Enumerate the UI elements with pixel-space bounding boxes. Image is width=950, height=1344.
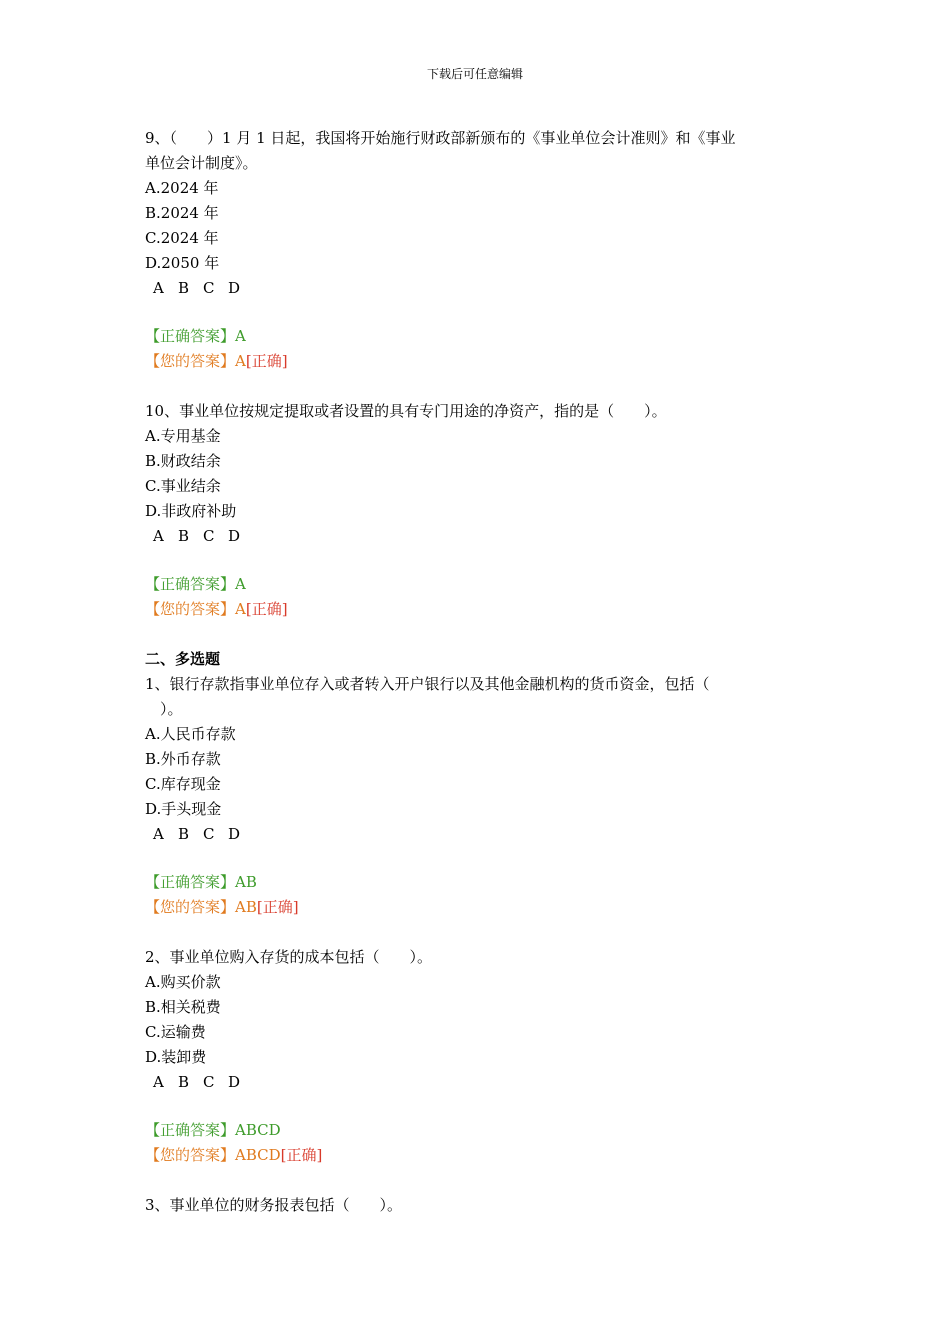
question-9 — [145, 126, 815, 374]
page-header: 下载后可任意编辑 — [426, 67, 523, 81]
choice-c[interactable]: C — [203, 1073, 215, 1091]
choice-a[interactable]: A — [153, 825, 164, 843]
correct-answer: 【正确答案】AB — [145, 873, 257, 891]
choice-a[interactable]: A — [153, 279, 164, 297]
option-a: A.人民币存款 — [145, 725, 236, 743]
correct-answer: 【正确答案】A — [145, 327, 246, 345]
choice-b[interactable]: B — [178, 527, 190, 545]
option-d: D.2050 年 — [145, 254, 220, 272]
choice-a[interactable]: A — [153, 1073, 164, 1091]
option-b: B.外币存款 — [145, 750, 221, 768]
multi-question-2 — [145, 945, 815, 1168]
choice-c[interactable]: C — [203, 279, 215, 297]
choice-d[interactable]: D — [228, 825, 241, 843]
option-c: C.事业结余 — [145, 477, 221, 495]
right-mark: [正确] — [245, 352, 288, 370]
option-a: A.专用基金 — [145, 427, 221, 445]
question-text: 2、事业单位购入存货的成本包括（ ）。 — [145, 948, 433, 966]
option-c: C.库存现金 — [145, 775, 221, 793]
question-10 — [145, 399, 815, 622]
question-text: 9、（ ）1 月 1 日起，我国将开始施行财政部新颁布的《事业单位会计准则》和《事业 — [145, 129, 736, 147]
choice-c[interactable]: C — [203, 825, 215, 843]
section-heading: 二、多选题 — [145, 650, 221, 668]
your-answer: 【您的答案】AB[正确] — [145, 898, 299, 916]
question-text: 10、事业单位按规定提取或者设置的具有专门用途的净资产，指的是（ ）。 — [145, 402, 667, 420]
choice-b[interactable]: B — [178, 279, 190, 297]
choice-row — [145, 1070, 815, 1095]
option-a: A.2024 年 — [145, 179, 219, 197]
question-text-cont: 单位会计制度》。 — [145, 154, 258, 172]
option-a: A.购买价款 — [145, 973, 221, 991]
option-b: B.相关税费 — [145, 998, 221, 1016]
right-mark: [正确] — [280, 1146, 323, 1164]
question-text: 3、事业单位的财务报表包括（ ）。 — [145, 1196, 403, 1214]
option-d: D.装卸费 — [145, 1048, 207, 1066]
choice-b[interactable]: B — [178, 825, 190, 843]
choice-d[interactable]: D — [228, 279, 241, 297]
choice-d[interactable]: D — [228, 1073, 241, 1091]
multi-question-3 — [145, 1193, 815, 1218]
correct-answer: 【正确答案】A — [145, 575, 246, 593]
your-answer: 【您的答案】ABCD[正确] — [145, 1146, 323, 1164]
right-mark: [正确] — [256, 898, 299, 916]
choice-row — [145, 276, 815, 301]
choice-c[interactable]: C — [203, 527, 215, 545]
option-b: B.2024 年 — [145, 204, 219, 222]
choice-row — [145, 822, 815, 847]
your-answer: 【您的答案】A[正确] — [145, 352, 288, 370]
option-d: D.非政府补助 — [145, 502, 237, 520]
option-b: B.财政结余 — [145, 452, 221, 470]
choice-d[interactable]: D — [228, 527, 241, 545]
document-body — [145, 126, 815, 1218]
option-c: C.运输费 — [145, 1023, 206, 1041]
option-d: D.手头现金 — [145, 800, 222, 818]
correct-answer: 【正确答案】ABCD — [145, 1121, 281, 1139]
choice-row — [145, 524, 815, 549]
your-answer: 【您的答案】A[正确] — [145, 600, 288, 618]
right-mark: [正确] — [245, 600, 288, 618]
choice-a[interactable]: A — [153, 527, 164, 545]
option-c: C.2024 年 — [145, 229, 219, 247]
question-text: 1、银行存款指事业单位存入或者转入开户银行以及其他金融机构的货币资金，包括（ — [145, 675, 710, 693]
question-text-cont: ）。 — [145, 700, 183, 718]
choice-b[interactable]: B — [178, 1073, 190, 1091]
multi-question-1 — [145, 672, 815, 920]
